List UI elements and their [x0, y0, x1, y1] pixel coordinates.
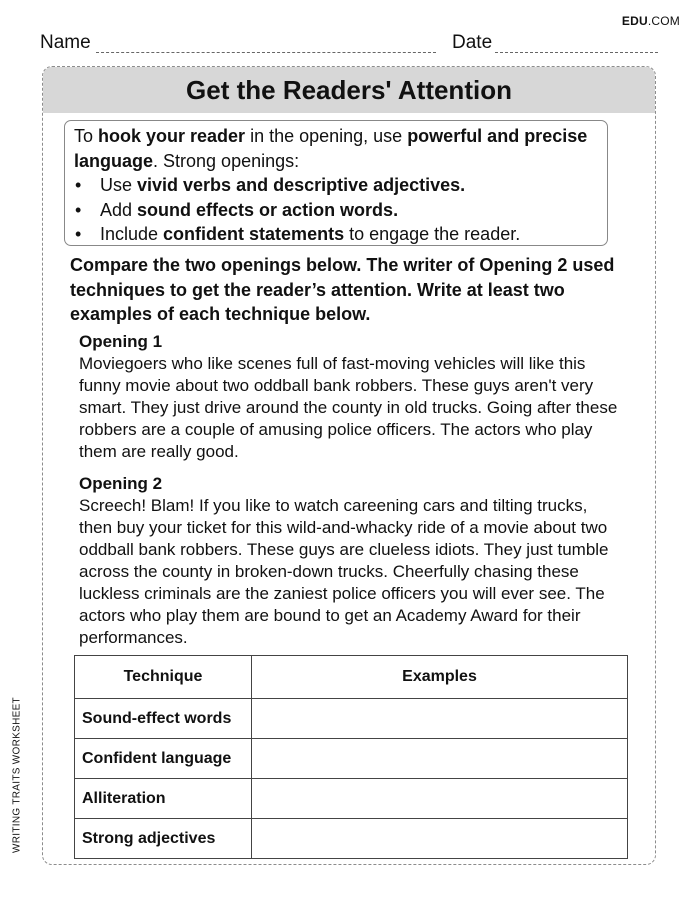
tip-bullet: • Include confident statements to engage the reader. — [74, 222, 599, 247]
date-label: Date — [452, 32, 493, 53]
technique-cell: Confident language — [75, 739, 252, 779]
edu-com-logo: EDU.COM — [621, 14, 680, 28]
table-row — [75, 699, 628, 739]
opening-2-heading: Opening 2 — [79, 474, 163, 493]
name-write-line[interactable] — [96, 52, 436, 53]
technique-cell: Sound-effect words — [75, 699, 252, 739]
tip-intro: To hook your reader in the opening, use powerful and precise language. Strong openings: — [74, 126, 588, 171]
opening-1-heading: Opening 1 — [79, 332, 163, 351]
name-date-row — [40, 30, 658, 54]
worksheet-title: Get the Readers' Attention — [43, 67, 655, 113]
examples-answer-cell[interactable] — [252, 779, 628, 819]
tip-list — [74, 173, 599, 247]
table-header-row — [75, 656, 628, 699]
table-row — [75, 779, 628, 819]
instructions: Compare the two openings below. The writer of Opening 2 used techniques to get the reader’s attention. Write at least two examples of each technique below. — [70, 255, 615, 324]
opening-2 — [79, 473, 624, 649]
technique-header: Technique — [75, 656, 252, 699]
worksheet-frame — [42, 66, 656, 865]
technique-cell: Alliteration — [75, 779, 252, 819]
examples-header: Examples — [252, 656, 628, 699]
examples-answer-cell[interactable] — [252, 819, 628, 859]
date-write-line[interactable] — [495, 52, 658, 53]
opening-1 — [79, 331, 624, 463]
opening-2-text: Screech! Blam! If you like to watch careening cars and tilting trucks, then buy your ticket for this wild-and-whacky ride of a movie about two oddball bank robbers. These guys are clueless idiots. They just tumble across the county in broken-down trucks. Cheerfully chasing these luckless criminals are the zaniest police officers you will ever see. The actors who play them are bound to get an Academy Award for their performances. — [79, 496, 609, 647]
tip-box — [64, 120, 608, 246]
side-label: WRITING TRAITS WORKSHEET — [11, 697, 23, 853]
technique-table — [74, 655, 628, 859]
table-row — [75, 739, 628, 779]
examples-answer-cell[interactable] — [252, 739, 628, 779]
examples-answer-cell[interactable] — [252, 699, 628, 739]
tip-bullet: • Use vivid verbs and descriptive adjectives. — [74, 173, 599, 198]
name-label: Name — [40, 32, 91, 53]
tip-bullet: • Add sound effects or action words. — [74, 198, 599, 223]
table-row — [75, 819, 628, 859]
opening-1-text: Moviegoers who like scenes full of fast-moving vehicles will like this funny movie about two oddball bank robbers. These guys aren't very smart. They just drive around the county in old trucks. Going after these robbers are a couple of amusing police officers. The actors who play them are really good. — [79, 354, 618, 461]
technique-cell: Strong adjectives — [75, 819, 252, 859]
